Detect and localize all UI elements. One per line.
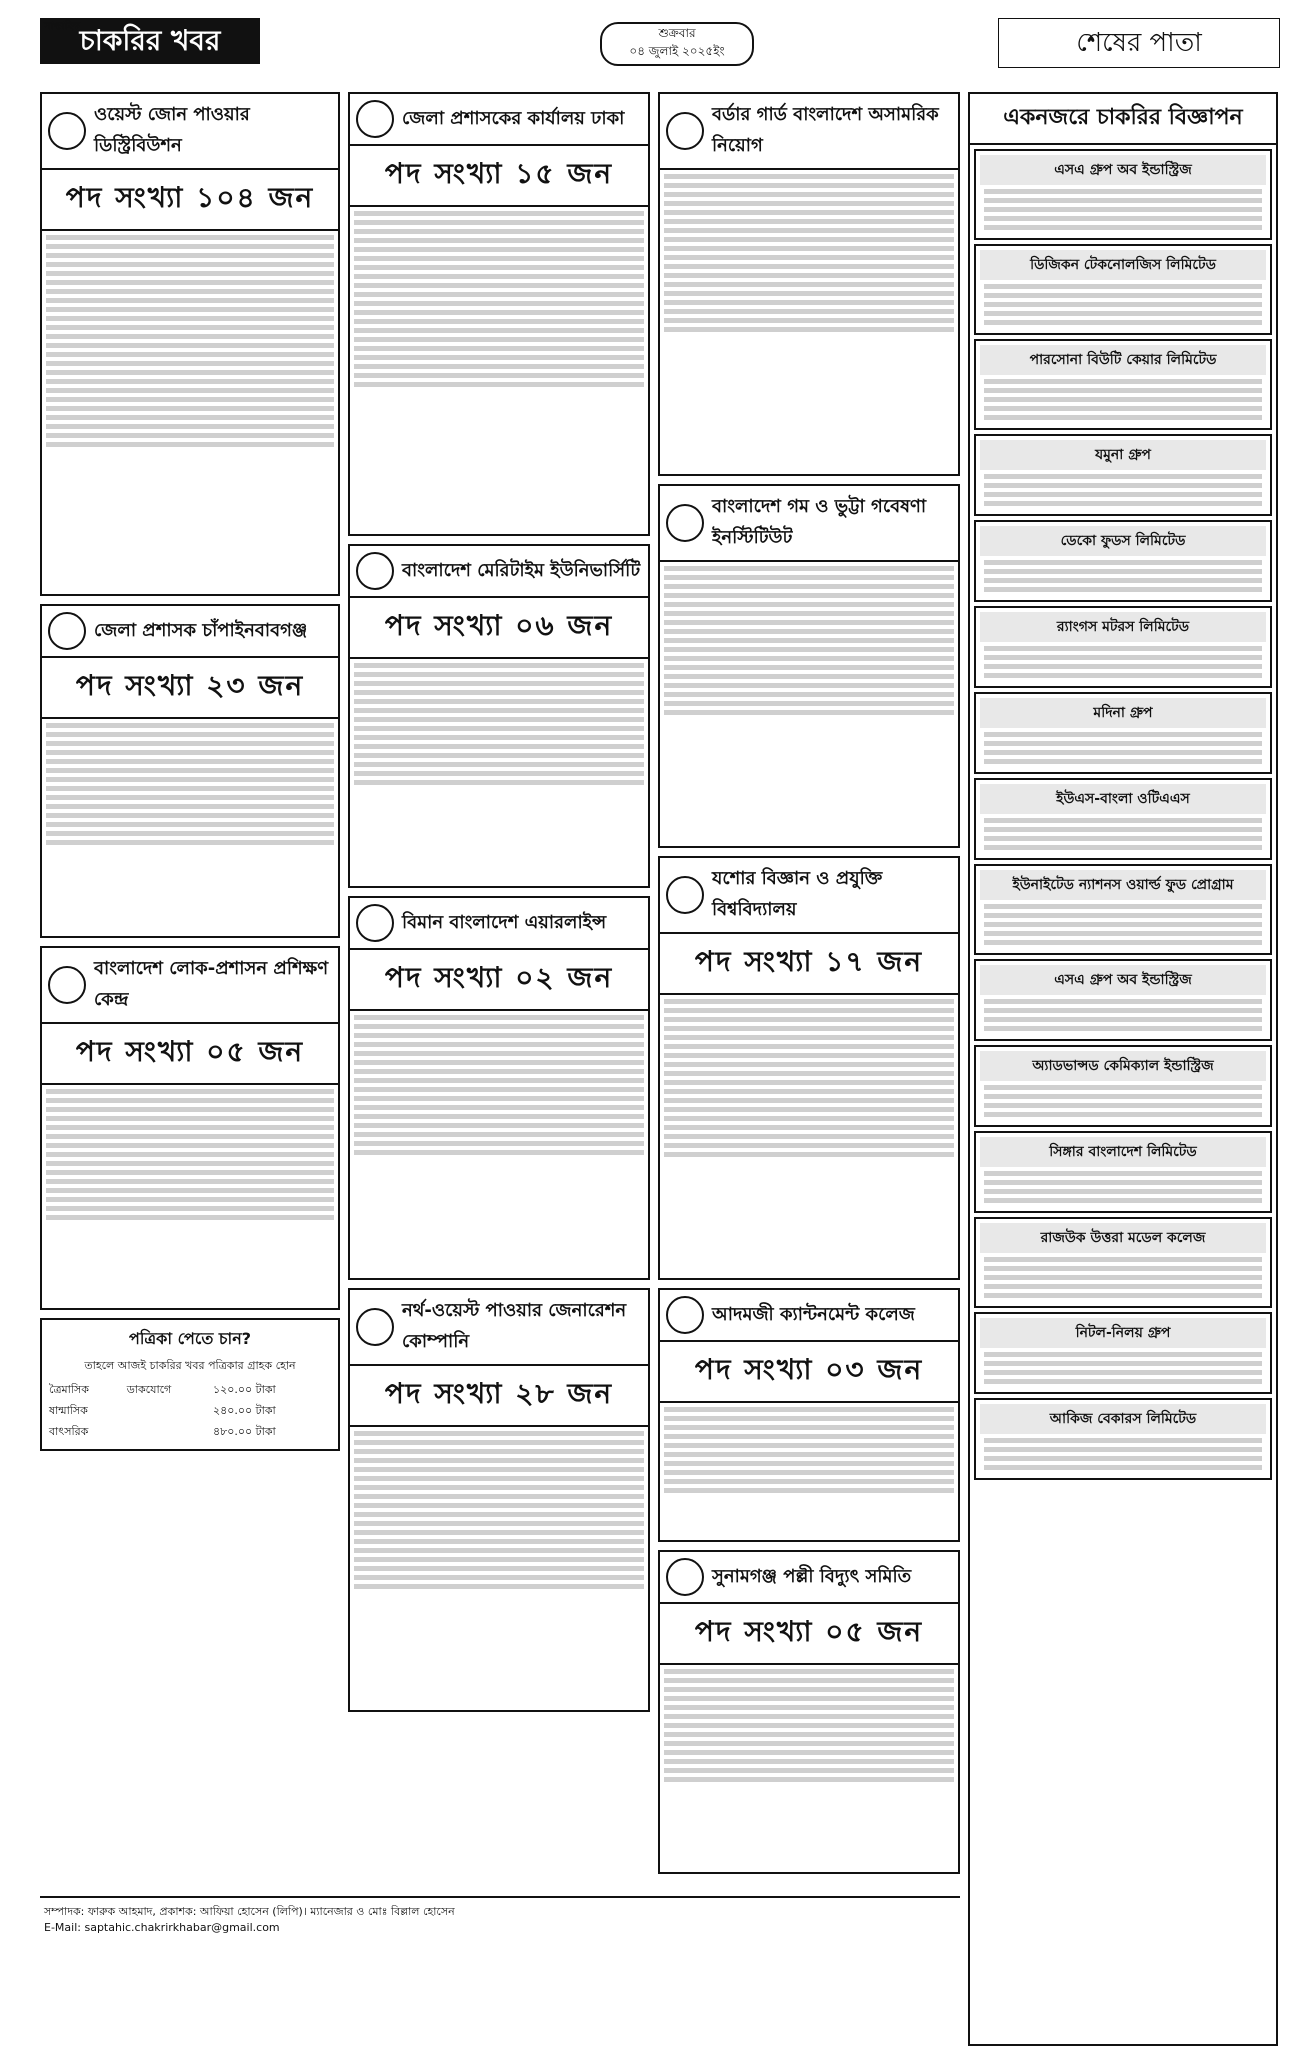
ad-body — [42, 1089, 338, 1220]
post-count: পদ সংখ্যা ০৫ জন — [660, 1604, 958, 1665]
post-count: পদ সংখ্যা ২৩ জন — [42, 658, 338, 719]
ad-body — [350, 1431, 648, 1589]
summary-item: যমুনা গ্রুপ — [974, 434, 1272, 516]
column-1 — [40, 92, 340, 1896]
footer-imprint — [40, 1896, 960, 2036]
logo-icon — [666, 504, 704, 542]
ad-title: বাংলাদেশ গম ও ভুট্টা গবেষণা ইনস্টিটিউট — [712, 496, 927, 548]
ad-title: আদমজী ক্যান্টনমেন্ট কলেজ — [712, 1303, 915, 1325]
summary-item: রাজউক উত্তরা মডেল কলেজ — [974, 1217, 1272, 1308]
post-count: পদ সংখ্যা ১০৪ জন — [42, 170, 338, 231]
job-ad — [658, 1288, 960, 1542]
summary-item: এসএ গ্রুপ অব ইন্ডাস্ট্রিজ — [974, 149, 1272, 240]
logo-icon — [356, 1308, 394, 1346]
post-count: পদ সংখ্যা ২৮ জন — [350, 1366, 648, 1427]
post-count: পদ সংখ্যা ১৫ জন — [350, 146, 648, 207]
ad-body — [350, 1015, 648, 1155]
job-ad — [40, 604, 340, 938]
ad-title: জেলা প্রশাসক চাঁপাইনবাবগঞ্জ — [94, 619, 308, 641]
summary-item: ডিজিকন টেকনোলজিস লিমিটেড — [974, 244, 1272, 335]
ad-title: বাংলাদেশ লোক-প্রশাসন প্রশিক্ষণ কেন্দ্র — [94, 958, 329, 1010]
ad-title: বিমান বাংলাদেশ এয়ারলাইন্স — [402, 911, 607, 933]
ad-body — [350, 663, 648, 785]
summary-item: ইউনাইটেড ন্যাশনস ওয়ার্ল্ড ফুড প্রোগ্রাম — [974, 864, 1272, 955]
ad-title: ওয়েস্ট জোন পাওয়ার ডিস্ট্রিবিউশন — [94, 104, 250, 156]
ad-body — [660, 1669, 958, 1782]
ad-body — [660, 999, 958, 1157]
logo-icon — [356, 552, 394, 590]
job-ad — [658, 856, 960, 1280]
ad-title: সুনামগঞ্জ পল্লী বিদ্যুৎ সমিতি — [712, 1565, 912, 1587]
logo-icon — [48, 612, 86, 650]
job-ad — [348, 1288, 650, 1712]
job-ad — [658, 92, 960, 476]
post-count: পদ সংখ্যা ০২ জন — [350, 950, 648, 1011]
footer-line-1: সম্পাদক: ফারুক আহমাদ, প্রকাশক: আফিয়া হোসেন (লিপি)। ম্যানেজার ও মোঃ বিল্লাল হোসেন — [44, 1905, 455, 1918]
job-ad — [658, 1550, 960, 1874]
issue-date: ০৪ জুলাই ২০২৫ইং — [629, 44, 725, 58]
page-title: শেষের পাতা — [998, 18, 1280, 68]
column-2 — [348, 92, 650, 1896]
column-3 — [658, 92, 960, 1896]
ad-body — [42, 235, 338, 447]
post-count: পদ সংখ্যা ০৩ জন — [660, 1342, 958, 1403]
ad-title: নর্থ-ওয়েস্ট পাওয়ার জেনারেশন কোম্পানি — [402, 1300, 627, 1352]
summary-item: মদিনা গ্রুপ — [974, 692, 1272, 774]
post-count: পদ সংখ্যা ১৭ জন — [660, 934, 958, 995]
subscribe-line: তাহলে আজই চাকরির খবর পত্রিকার গ্রাহক হোন — [84, 1359, 296, 1372]
footer-email: E-Mail: saptahic.chakrirkhabar@gmail.com — [44, 1921, 280, 1934]
ad-title: বাংলাদেশ মেরিটাইম ইউনিভার্সিটি — [402, 559, 641, 581]
job-ad — [40, 946, 340, 1310]
logo-icon — [48, 966, 86, 1004]
job-ad — [348, 544, 650, 888]
summary-item: ইউএস-বাংলা ওটিএএস — [974, 778, 1272, 860]
column-4 — [968, 92, 1278, 1896]
job-ad — [348, 896, 650, 1280]
ad-body — [660, 1407, 958, 1493]
logo-subtitle: সাপ্তাহিক — [44, 21, 80, 32]
summary-item: আকিজ বেকারস লিমিটেড — [974, 1398, 1272, 1480]
ad-body — [660, 566, 958, 715]
logo-icon — [48, 112, 86, 150]
post-count: পদ সংখ্যা ০৬ জন — [350, 598, 648, 659]
summary-title: একনজরে চাকরির বিজ্ঞাপন — [970, 94, 1276, 145]
ad-title: যশোর বিজ্ঞান ও প্রযুক্তি বিশ্ববিদ্যালয় — [712, 868, 883, 920]
ad-title: বর্ডার গার্ড বাংলাদেশ অসামরিক নিয়োগ — [712, 104, 939, 156]
ad-body — [350, 211, 648, 387]
summary-item: র‍্যাংগস মটরস লিমিটেড — [974, 606, 1272, 688]
subscription-plans: ত্রৈমাসিক ডাকযোগে ১২০.০০ টাকা ষান্মাসিক ২৪০.০০ টাকা বাৎসরিক ৪৮০.০০ টাকা — [49, 1383, 276, 1438]
ad-body — [42, 723, 338, 845]
issue-day: শুক্রবার — [658, 26, 696, 40]
subscribe-question: পত্রিকা পেতে চান? — [128, 1329, 252, 1348]
summary-item: সিঙ্গার বাংলাদেশ লিমিটেড — [974, 1131, 1272, 1213]
logo-icon — [666, 1296, 704, 1334]
summary-item: পারসোনা বিউটি কেয়ার লিমিটেড — [974, 339, 1272, 430]
ad-title: জেলা প্রশাসকের কার্যালয় ঢাকা — [402, 107, 625, 129]
ad-body — [660, 174, 958, 332]
logo-icon — [666, 876, 704, 914]
logo-text: চাকরির খবর — [79, 24, 221, 57]
logo-icon — [666, 112, 704, 150]
logo-icon — [356, 904, 394, 942]
logo-icon — [356, 100, 394, 138]
at-a-glance-ads — [968, 92, 1278, 2046]
post-count: পদ সংখ্যা ০৫ জন — [42, 1024, 338, 1085]
summary-item: অ্যাডভান্সড কেমিক্যাল ইন্ডাস্ট্রিজ — [974, 1045, 1272, 1127]
summary-item: এসএ গ্রুপ অব ইন্ডাস্ট্রিজ — [974, 959, 1272, 1041]
summary-item: ডেকো ফুডস লিমিটেড — [974, 520, 1272, 602]
logo-icon — [666, 1558, 704, 1596]
issue-date-badge — [600, 22, 754, 66]
logo — [40, 18, 260, 64]
summary-item: নিটল-নিলয় গ্রুপ — [974, 1312, 1272, 1394]
masthead — [0, 0, 1302, 72]
job-ad — [40, 92, 340, 596]
job-ad — [658, 484, 960, 848]
subscription-box — [40, 1318, 340, 1451]
job-ad — [348, 92, 650, 536]
